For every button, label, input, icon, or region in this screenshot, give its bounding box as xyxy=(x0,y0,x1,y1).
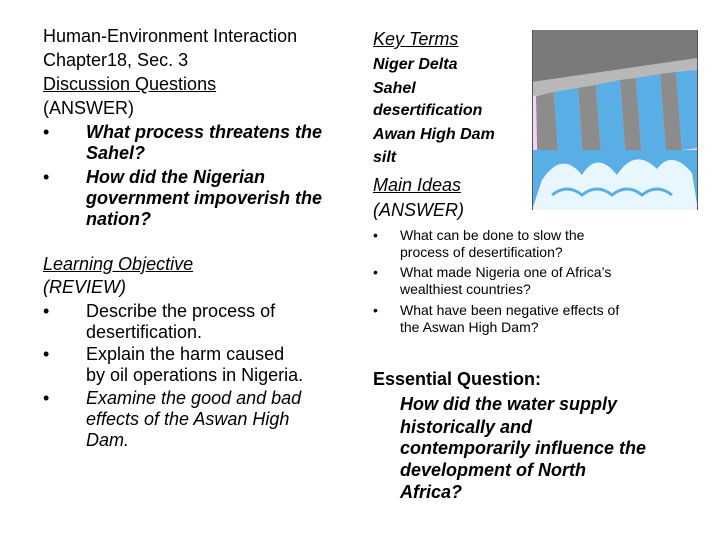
objective-2-line-1: Explain the harm caused xyxy=(86,344,285,364)
objective-3-line-2: effects of the Aswan High xyxy=(86,409,290,429)
objective-2-line-2: by oil operations in Nigeria. xyxy=(86,365,304,385)
bullet: • xyxy=(373,264,378,280)
section-title: Human-Environment Interaction xyxy=(43,26,298,46)
key-term: Niger Delta xyxy=(373,56,458,73)
essential-line-4: development of North xyxy=(400,460,587,480)
chapter-label: Chapter18, Sec. 3 xyxy=(43,50,189,70)
question-2-line-3: nation? xyxy=(86,209,151,229)
essential-line-5: Africa? xyxy=(400,482,463,502)
main-idea-1-line-2: process of desertification? xyxy=(400,244,563,260)
objective-3-line-1: Examine the good and bad xyxy=(86,388,302,408)
bullet: • xyxy=(43,301,50,321)
essential-heading: Essential Question: xyxy=(373,369,542,389)
bullet: • xyxy=(43,344,50,364)
objective-1-line-2: desertification. xyxy=(86,322,203,342)
bullet: • xyxy=(43,122,50,142)
dam-illustration xyxy=(532,30,698,210)
essential-line-2: historically and xyxy=(400,417,533,437)
essential-line-3: contemporarily influence the xyxy=(400,438,647,458)
bullet: • xyxy=(373,302,378,318)
question-2-line-1: How did the Nigerian xyxy=(86,167,266,187)
bullet: • xyxy=(43,388,50,408)
main-idea-1-line-1: What can be done to slow the xyxy=(400,227,585,243)
bullet: • xyxy=(43,167,50,187)
key-term: Sahel xyxy=(373,80,416,97)
objective-tag: (REVIEW) xyxy=(43,277,126,297)
objective-1-line-1: Describe the process of xyxy=(86,301,276,321)
dam-image xyxy=(532,30,698,210)
discussion-heading: Discussion Questions xyxy=(43,74,217,94)
main-ideas-heading: Main Ideas xyxy=(373,175,462,195)
essential-line-1: How did the water supply xyxy=(400,394,618,414)
objective-heading: Learning Objective xyxy=(43,254,194,274)
question-2-line-2: government impoverish the xyxy=(86,188,323,208)
main-idea-2-line-1: What made Nigeria one of Africa’s xyxy=(400,264,612,280)
question-1-line-1: What process threatens the xyxy=(86,122,323,142)
key-term: silt xyxy=(373,149,397,166)
discussion-tag: (ANSWER) xyxy=(43,98,134,118)
key-term: desertification xyxy=(373,102,483,119)
main-ideas-tag: (ANSWER) xyxy=(373,200,464,220)
key-term: Awan High Dam xyxy=(373,126,495,143)
main-idea-3-line-2: the Aswan High Dam? xyxy=(400,319,539,335)
question-1-line-2: Sahel? xyxy=(86,143,146,163)
objective-3-line-3: Dam. xyxy=(86,430,130,450)
bullet: • xyxy=(373,227,378,243)
main-idea-3-line-1: What have been negative effects of xyxy=(400,302,620,318)
main-idea-2-line-2: wealthiest countries? xyxy=(400,281,531,297)
key-terms-heading: Key Terms xyxy=(373,29,459,49)
